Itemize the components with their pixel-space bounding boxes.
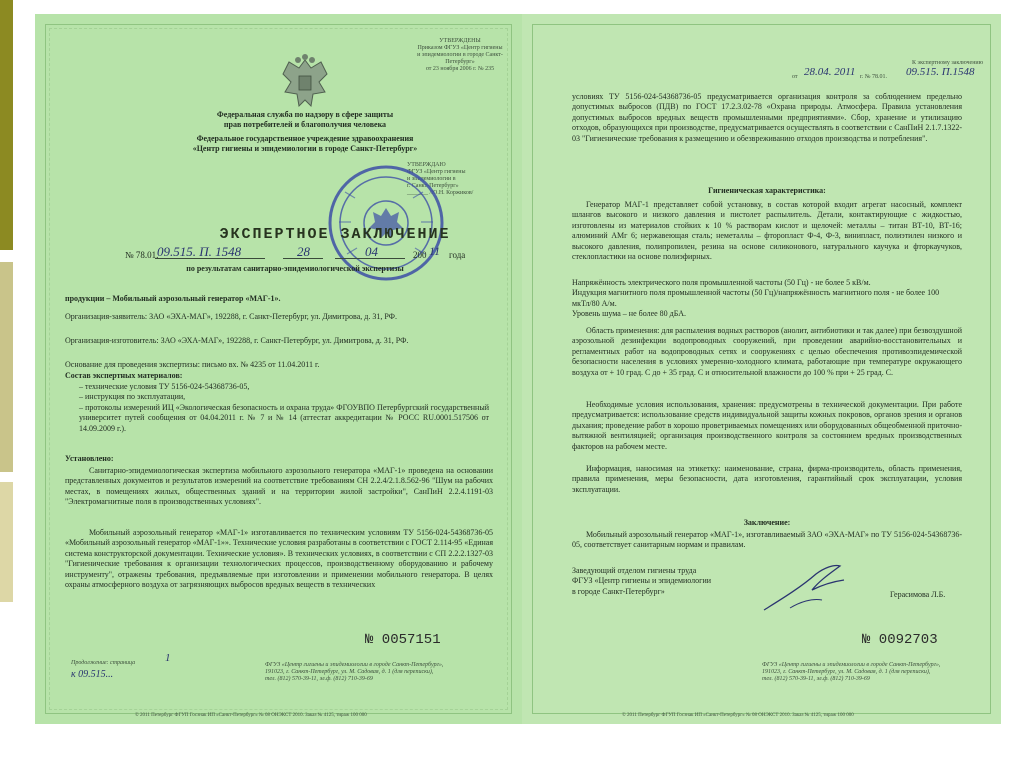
approval-line: г. Санкт-Петербург»: [407, 183, 459, 189]
list-item: – инструкция по эксплуатации,: [79, 392, 186, 402]
day-underline: [283, 258, 323, 259]
institution-block: [125, 134, 485, 155]
footer-line: 191023, г. Санкт-Петербург, ул. М. Садовая, д. 1 (для переписки),: [762, 669, 931, 675]
print-info: © 2011 Петербург ФГУП Госзнак ИП «Санкт-Петербург» № 08 ОНЭКСТ 2010. Заказ № 4125, тираж 100 000: [622, 713, 854, 718]
approve-line: Приказом ФГУЗ «Центр гигиены: [417, 45, 503, 51]
agency-line: прав потребителей и благополучия человека: [223, 120, 387, 130]
footer-org: [762, 662, 982, 683]
product-line: продукции – Мобильный аэрозольный генератор «МАГ-1».: [65, 294, 281, 303]
continued-page: 1: [165, 652, 171, 664]
footer-line: тел. (812) 570-39-11, эл.ф. (812) 710-39-69: [762, 676, 870, 682]
institution-line: «Центр гигиены и эпидемиологии в городе Санкт-Петербург»: [192, 144, 418, 154]
header-number: 09.515. П.1548: [906, 66, 975, 78]
paragraph-2: Мобильный аэрозольный генератор «МАГ-1» изготавливается по техническим условиям ТУ 5156-024-54368736-05 «Мобильный аэрозольный генератор «МАГ-1»». Технические условия разработаны в соответствии с ГОСТ 2.114-95 «Единая система конструкторской документации. Технические условия». В технических условиях, в соответствии с СП 2.2.2.1327-03 "Гигиенические требования к организации технологических процессов, производственному оборудованию и рабочему инструменту", отражены требования, предъявляемые при изготовлении и применении мобильного генератора. В целях охраны атмосферного воздуха от загрязняющих выбросов вредных веществ в технических: [65, 528, 493, 590]
date-day: 28: [297, 244, 310, 259]
head-title-line: Заведующий отделом гигиены труда: [572, 566, 697, 575]
approval-line: УТВЕРЖДАЮ: [407, 162, 446, 168]
list-item: – технические условия ТУ 5156-024-54368736-05,: [79, 382, 250, 391]
label-information: Информация, наносимая на этикетку: наименование, страна, фирма-производитель, область применения, правила применения, меры безопасности, дата изготовления, гарантийный срок эксплуатации, условия эксплуатации.: [572, 464, 962, 494]
serial-number: № 0092703: [862, 632, 938, 648]
date-year: 11: [429, 244, 441, 258]
number-prefix: № 78.01.: [125, 250, 159, 260]
expert-conclusion-page-2: [522, 14, 1001, 724]
header-label: К экспертному заключению: [912, 60, 984, 66]
hygienic-heading: Гигиеническая характеристика:: [708, 186, 826, 195]
header-date-prefix: от: [792, 74, 798, 80]
basis: Основание для проведения экспертизы: письмо вх. № 4235 от 11.04.2011 г.: [65, 360, 320, 369]
list-item: Индукция магнитного поля промышленной частоты (50 Гц)/напряжённость магнитного поля - не более 100 мкТл/80 А/м.: [572, 288, 940, 308]
usage-conditions: Необходимые условия использования, хранения: предусмотрены в технической документации. При работе предусматривается: использование средств индивидуальной защиты кожных покровов, органов зрения и органов дыхания; проведение работ в хорошо проветриваемых помещениях или оборудованных общеобменной приточно-вытяжной вентиляцией; организация производственного контроля за состоянием вредных производственных факторов на рабочем месте.: [572, 400, 962, 451]
coat-of-arms-icon: [277, 54, 333, 112]
decor-bar-middle: [0, 262, 13, 472]
serial-number: № 0057151: [365, 632, 441, 648]
head-title-line: в городе Санкт-Петербург»: [572, 586, 665, 596]
number-handwritten: 09.515. П. 1548: [157, 244, 242, 259]
date-month: 04: [365, 244, 378, 259]
agency-line: Федеральная служба по надзору в сфере защиты: [216, 110, 394, 119]
footer-org: [265, 662, 495, 683]
header-num-prefix: г. № 78.01.: [860, 74, 888, 80]
footer-line: ФГУЗ «Центр гигиены и эпидемиологии в городе Санкт-Петербург»,: [265, 662, 444, 668]
conclusion-heading: Заключение:: [743, 518, 791, 527]
footer-line: тел. (812) 570-39-11, эл.ф. (812) 710-39-69: [265, 676, 373, 682]
paragraph-1: Санитарно-эпидемиологическая экспертиза мобильного аэрозольного генератора «МАГ-1» проведена на основании представленных документов и результатов измерений на соответствие требованиям СН 2.2.4/2.1.8.562-96 "Шум на рабочих местах, в помещениях жилых, общественных зданий и на территории жилой застройки", СанПиН 2.2.4.1191-03 "Электромагнитные поля в производственных условиях".: [65, 466, 493, 507]
approval-line: ФГУЗ «Центр гигиены: [407, 169, 466, 175]
header-date: 28.04. 2011: [804, 66, 856, 78]
print-info: © 2011 Петербург ФГУП Госзнак ИП «Санкт-Петербург» № 08 ОНЭКСТ 2010. Заказ № 4125, тираж 100 000: [135, 713, 367, 718]
expert-conclusion-page-1: [35, 14, 522, 724]
agency-block: [155, 110, 455, 131]
list-item: – протоколы измерений ИЦ «Экологическая безопасность и охрана труда» ФГОУВПО Петербургский государственный университет путей сообщения от 04.04.2011 г. № 7 и № 14 (аттестат аккредитации № РОСС RU.0001.517506 от 14.09.2009 г.).: [79, 402, 489, 433]
list-item: Уровень шума – не более 80 дБА.: [572, 309, 687, 319]
approval-line: _______ /Ю.Н. Коржиков/: [407, 190, 474, 196]
subtitle: по результатам санитарно-эпидемиологической экспертизы: [186, 264, 404, 273]
manufacturer: Организация-изготовитель: ЗАО «ЭХА-МАГ», 192288, г. Санкт-Петербург, ул. Димитрова, д. 31, РФ.: [65, 336, 409, 345]
footer-line: ФГУЗ «Центр гигиены и эпидемиологии в городе Санкт-Петербург»,: [762, 662, 941, 668]
scope-of-use: Область применения: для распыления водных растворов (анолит, антибиотики и так далее) при безвоздушной аэрозольной дезинфекции водопроводных сооружений, при проведении аварийно-восстановительных и регламентных работ на водопроводных сетях и сооружениях с целью обеспечения противоэпидемической безопасности населения в условиях умеренно-холодного климата, работающие при температуре окружающего воздуха от + 10 град. С до + 35 град. С и относительной влажности до 100 % при + 25 град. С.: [572, 326, 962, 377]
document-title: ЭКСПЕРТНОЕ ЗАКЛЮЧЕНИЕ: [219, 226, 451, 243]
approve-line: и эпидемиологии в городе Санкт-Петербург»: [417, 52, 503, 65]
paragraph-continued: условиях ТУ 5156-024-54368736-05 предусматривается организация контроля за соблюдением предельно допустимых выбросов (ПДВ) по ГОСТ 17.2.3.02-78 «Охрана природы. Атмосфера. Правила установления допустимых выбросов вредных веществ промышленными предприятиями». Сбор, хранение и утилизацию отходов, образующихся при производстве, предусматривается осуществлять в соответствии с СанПиН 2.1.7.1322-03 "Гигиенические требования к размещению и обезвреживанию отходов производства и потребления".: [572, 92, 962, 143]
approve-block: [415, 38, 505, 73]
institution-line: Федеральное государственное учреждение здравоохранения: [196, 134, 414, 143]
list-item: Напряжённость электрического поля промышленной частоты (50 Гц) - не более 5 кВ/м.: [572, 278, 871, 287]
approve-line: УТВЕРЖДЕНЫ: [439, 38, 481, 44]
head-name: Герасимова Л.Б.: [890, 590, 946, 599]
footer-line: 191023, г. Санкт-Петербург, ул. М. Садовая, д. 1 (для переписки),: [265, 669, 434, 675]
date-suffix: года: [449, 250, 466, 260]
materials-list: [79, 382, 489, 434]
continued-label: Продолжение: страница: [71, 660, 136, 666]
approve-line: от 23 ноября 2006 г. № 235: [425, 66, 495, 72]
handwritten-signature-icon: [760, 560, 850, 616]
applicant: Организация-заявитель: ЗАО «ЭХА-МАГ», 192288, г. Санкт-Петербург, ул. Димитрова, д. 31, РФ.: [65, 312, 397, 321]
measurements: [572, 278, 962, 320]
number-underline: [155, 258, 265, 259]
month-underline: [335, 258, 405, 259]
continued-ref: к 09.515...: [71, 669, 114, 680]
materials-heading: Состав экспертных материалов:: [65, 371, 183, 380]
decor-bar-bottom: [0, 482, 13, 602]
hygienic-text: Генератор МАГ-1 представляет собой установку, в состав которой входит агрегат насосный, комплект шлангов высокого и низкого давления и пистолет распылитель. Детали, контактирующие с жидкостью, изготовлены из материалов стойких к 10 % растворам кислот и щелочей: металлы – титан ВТ-10, ВТ-16; алюминий АМг 6; нержавеющая сталь; неметаллы – фторопласт Ф-4, Ф-3, винипласт, полиэтилен низкого и высокого давления, полипропилен, резина на основе силиконового, натурального каучука и фторкаучуков, стеклопластики на основе полиэфирных.: [572, 200, 962, 262]
head-title: [572, 566, 772, 597]
approval-line: и эпидемиологии в: [407, 176, 456, 182]
date-year-prefix: 200: [413, 250, 427, 260]
established-heading: Установлено:: [65, 454, 114, 463]
head-title-line: ФГУЗ «Центр гигиены и эпидемиологии: [572, 576, 712, 586]
conclusion-text: Мобильный аэрозольный генератор «МАГ-1», изготавливаемый ЗАО «ЭХА-МАГ» по ТУ 5156-024-54368736-05, соответствует санитарным нормам и правилам.: [572, 530, 962, 550]
decor-bar-top: [0, 0, 13, 250]
